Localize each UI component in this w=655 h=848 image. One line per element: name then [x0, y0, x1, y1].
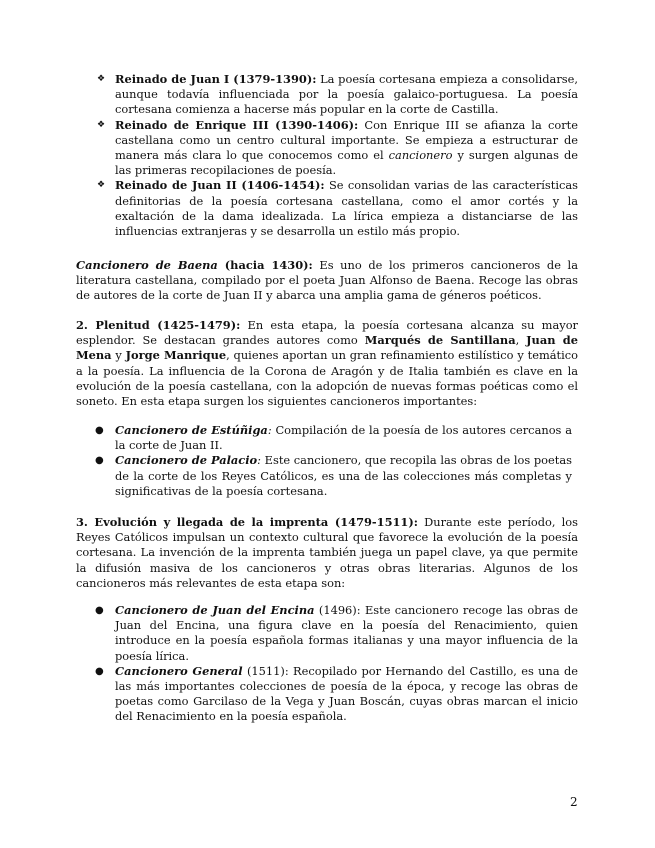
cancionero-text: Compilación de la poesía de los autores cercanos a la corte de Juan II.: [115, 423, 572, 453]
plenitud-paragraph: [76, 318, 578, 409]
reign-text: Con Enrique III se afianza la corte castellana como un centro cultural importante. Se empieza a estructurar de manera más clara lo que conocemos como el: [115, 117, 578, 163]
separator-text: ,: [515, 333, 527, 348]
evolucion-paragraph: [76, 515, 578, 591]
list-item: [76, 423, 572, 453]
paragraph-text: En esta etapa, la poesía cortesana alcanza su mayor esplendor. Se destacan grandes autores como: [76, 318, 578, 348]
reign-title: Reinado de Enrique III (1390-1406):: [115, 117, 359, 132]
cancionero-text: : Recopilado por Hernando del Castillo, es una de las más importantes colecciones de poesía de la época, y recoge las obras de poetas como Garcilaso de la Vega y Juan Boscán, cuyas obras marcan el inicio del Renacimiento en la poesía española.: [115, 663, 578, 724]
diamond-bullet-icon: ❖: [97, 180, 106, 191]
bullet-icon: ●: [95, 455, 104, 467]
plenitud-list: [76, 423, 572, 499]
bullet-icon: ●: [95, 605, 104, 616]
cancionero-title: Cancionero de Juan del Encina: [115, 603, 315, 617]
section-heading: 3. Evolución y llegada de la imprenta (1479-1511):: [76, 515, 418, 529]
reign-list: [76, 72, 578, 239]
list-item: [76, 664, 578, 725]
author-name: Jorge Manrique: [125, 348, 227, 363]
author-name: Juan de Mena: [76, 333, 578, 363]
separator-text: y: [111, 348, 126, 363]
cancionero-text: : Este cancionero recoge las obras de Juan del Encina, una figura clave en la poesía del Renacimiento, quien introduce en la poesía española formas italianas y una mayor influencia de la poesía lírica.: [115, 603, 579, 663]
cancionero-title: Cancionero General: [115, 663, 243, 678]
diamond-bullet-icon: ❖: [97, 74, 106, 84]
cancionero-date: (1496): [314, 603, 357, 617]
cancionero-title: Cancionero de Palacio: [115, 453, 258, 468]
reign-text: La poesía cortesana empieza a consolidarse, aunque todavía influenciada por la poesía galaico-portuguesa. La poesía cortesana comienza a hacerse más popular en la corte de Castilla.: [115, 72, 578, 117]
author-name: Marqués de Santillana: [364, 333, 516, 348]
reign-title: Reinado de Juan I (1379-1390):: [115, 72, 317, 86]
bullet-icon: ●: [95, 425, 104, 436]
reign-text: y surgen algunas de las primeras recopilaciones de poesía.: [115, 148, 578, 178]
cancionero-title: Cancionero de Estúñiga: [115, 423, 268, 437]
paragraph-text: Durante este período, los Reyes Católicos impulsan un contexto cultural que favorece la evolución de la poesía cortesana. La invención de la imprenta también juega un papel clave, ya que permite la difusión masiva de los cancioneros y otras obras literarias. Algunos de los cancioneros más relevantes de esta etapa son:: [76, 515, 579, 590]
baena-date: (hacia 1430):: [217, 258, 313, 272]
cancionero-date: (1511): [242, 663, 285, 678]
list-item: [76, 72, 578, 118]
section-heading: 2. Plenitud (1425-1479):: [76, 318, 241, 332]
paragraph-text: , quienes aportan un gran refinamiento estilístico y temático a la poesía. La influencia de la Corona de Aragón y de Italia también es clave en la evolución de la poesía castellana, con la adopción de nuevas formas poéticas como el soneto. En esta etapa surgen los siguientes cancioneros importantes:: [76, 348, 578, 409]
bullet-icon: ●: [95, 665, 104, 677]
punctuation: :: [257, 453, 261, 468]
baena-paragraph: [76, 258, 578, 304]
evolucion-list-block: [76, 603, 578, 725]
list-item: [76, 603, 578, 664]
reign-title: Reinado de Juan II (1406-1454):: [115, 178, 325, 193]
punctuation: :: [267, 423, 272, 437]
list-item: [76, 178, 578, 239]
reign-section: [76, 72, 578, 239]
diamond-bullet-icon: ❖: [97, 119, 106, 130]
reign-text-italic: cancionero: [388, 148, 453, 163]
evolucion-list: [76, 603, 578, 725]
baena-text: Es uno de los primeros cancioneros de la literatura castellana, compilado por el poeta Juan Alfonso de Baena. Recoge las obras de autores de la corte de Juan II y abarca una amplia gama de géneros poéticos.: [76, 258, 578, 303]
list-item: [76, 118, 578, 179]
reign-text: Se consolidan varias de las características definitorias de la poesía cortesana castellana, como el amor cortés y la exaltación de la dama idealizada. La lírica empieza a distanciarse de las influencias extranjeras y se desarrolla un estilo más propio.: [115, 178, 578, 239]
page-number: 2: [570, 795, 578, 809]
plenitud-list-block: [76, 423, 572, 499]
list-item: [76, 453, 572, 499]
cancionero-text: Este cancionero, que recopila las obras de los poetas de la corte de los Reyes Católicos, es una de las colecciones más completas y significativas de la poesía cortesana.: [115, 453, 572, 498]
baena-title: Cancionero de Baena: [76, 258, 218, 272]
